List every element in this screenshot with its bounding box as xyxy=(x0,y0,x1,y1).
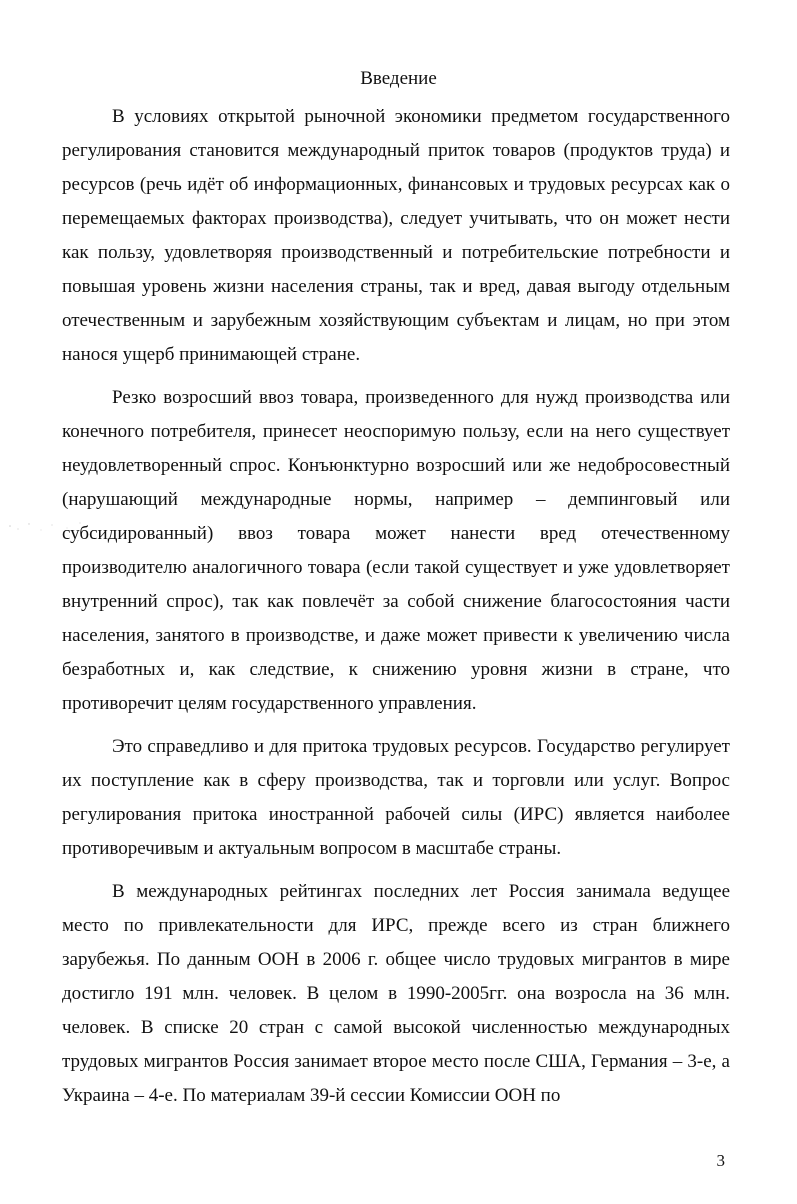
paragraph-import: Резко возросший ввоз товара, произведенного для нужд производства или конечного потребителя, принесет неоспоримую пользу, если на него существует неудовлетворенный спрос. Конъюнктурно возросший или же недобросовестный (нарушающий международные нормы, например – демпинговый или субсидированный) ввоз товара может нанести вред отечественному производителю аналогичного товара (если такой существует и уже удовлетворяет внутренний спрос), так как повлечёт за собой снижение благосостояния части населения, занятого в производстве, и даже может привести к увеличению числа безработных и, как следствие, к снижению уровня жизни в стране, что противоречит целям государственного управления. xyxy=(62,387,730,714)
section-heading: Введение xyxy=(360,68,437,89)
paragraph-intro: В условиях открытой рыночной экономики предметом государственного регулирования становится международный приток товаров (продуктов труда) и ресурсов (речь идёт об информационных, финансовых и трудовых ресурсах как о перемещаемых факторах производства), следует учитывать, что он может нести как пользу, удовлетворяя производственный и потребительские потребности и повышая уровень жизни населения страны, так и вред, давая выгоду отдельным отечественным и зарубежным хозяйствующим субъектам и лицам, но при этом нанося ущерб принимающей стране. xyxy=(62,106,730,365)
paragraph-ratings: В международных рейтингах последних лет Россия занимала ведущее место по привлекательности для ИРС, прежде всего из стран ближнего зарубежья. По данным ООН в 2006 г. общее число трудовых мигрантов в мире достигло 191 млн. человек. В целом в 1990-2005гг. она возросла на 36 млн. человек. В списке 20 стран с самой высокой численностью международных трудовых мигрантов Россия занимает второе место после США, Германия – 3-е, а Украина – 4-е. По материалам 39-й сессии Комиссии ООН по xyxy=(62,881,730,1106)
paragraph-labor: Это справедливо и для притока трудовых ресурсов. Государство регулирует их поступление как в сферу производства, так и торговли или услуг. Вопрос регулирования притока иностранной рабочей силы (ИРС) является наиболее противоречивым и актуальным вопросом в масштабе страны. xyxy=(62,736,730,859)
page-number: 3 xyxy=(716,1151,725,1170)
body-text xyxy=(62,100,730,1122)
scan-noise-decoration xyxy=(0,518,90,536)
